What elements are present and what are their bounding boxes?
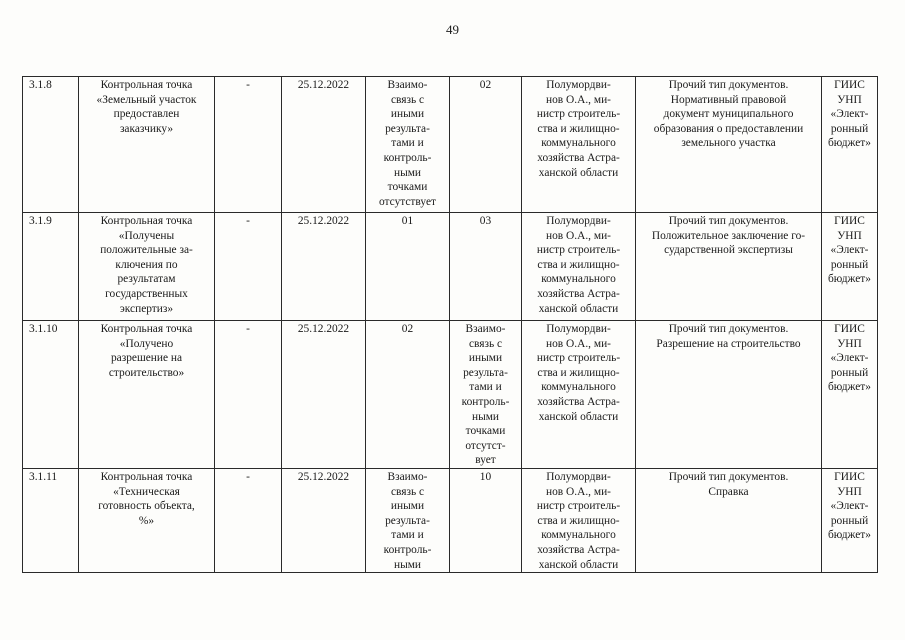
row-number: 3.1.9	[23, 213, 79, 321]
row-number: 3.1.11	[23, 469, 79, 573]
successor: 10	[450, 469, 522, 573]
information-system: ГИИС УНП «Элект- ронный бюджет»	[822, 213, 878, 321]
information-system: ГИИС УНП «Элект- ронный бюджет»	[822, 77, 878, 213]
start-date: -	[215, 321, 282, 469]
successor: 02	[450, 77, 522, 213]
end-date: 25.12.2022	[282, 321, 366, 469]
start-date: -	[215, 469, 282, 573]
information-system: ГИИС УНП «Элект- ронный бюджет»	[822, 321, 878, 469]
information-system: ГИИС УНП «Элект- ронный бюджет»	[822, 469, 878, 573]
control-points-table	[22, 76, 878, 573]
control-point-name: Контрольная точка «Техническая готовность объекта, %»	[79, 469, 215, 573]
page-number: 49	[446, 22, 459, 37]
start-date: -	[215, 77, 282, 213]
control-point-name: Контрольная точка «Получено разрешение на строительство»	[79, 321, 215, 469]
start-date: -	[215, 213, 282, 321]
responsible: Полумордви- нов О.А., ми- нистр строитель- ства и жилищно- коммунального хозяйства Астра- ханской области	[522, 321, 636, 469]
end-date: 25.12.2022	[282, 213, 366, 321]
predecessor: Взаимо- связь с иными результа- тами и контроль- ными	[366, 469, 450, 573]
document-type: Прочий тип документов. Положительное заключение го- сударственной экспертизы	[636, 213, 822, 321]
responsible: Полумордви- нов О.А., ми- нистр строитель- ства и жилищно- коммунального хозяйства Астра- ханской области	[522, 469, 636, 573]
table-row	[23, 213, 878, 321]
document-type: Прочий тип документов. Справка	[636, 469, 822, 573]
table-row	[23, 321, 878, 469]
document-type: Прочий тип документов. Разрешение на строительство	[636, 321, 822, 469]
table-row	[23, 77, 878, 213]
document-type: Прочий тип документов. Нормативный правовой документ муниципального образования о предоставлении земельного участка	[636, 77, 822, 213]
table-row	[23, 469, 878, 573]
predecessor: 01	[366, 213, 450, 321]
end-date: 25.12.2022	[282, 77, 366, 213]
end-date: 25.12.2022	[282, 469, 366, 573]
successor: Взаимо- связь с иными результа- тами и контроль- ными точками отсутст- вует	[450, 321, 522, 469]
responsible: Полумордви- нов О.А., ми- нистр строитель- ства и жилищно- коммунального хозяйства Астра- ханской области	[522, 213, 636, 321]
row-number: 3.1.8	[23, 77, 79, 213]
responsible: Полумордви- нов О.А., ми- нистр строитель- ства и жилищно- коммунального хозяйства Астра- ханской области	[522, 77, 636, 213]
successor: 03	[450, 213, 522, 321]
predecessor: 02	[366, 321, 450, 469]
row-number: 3.1.10	[23, 321, 79, 469]
control-point-name: Контрольная точка «Получены положительные за- ключения по результатам государственных экспертиз»	[79, 213, 215, 321]
predecessor: Взаимо- связь с иными результа- тами и контроль- ными точками отсутствует	[366, 77, 450, 213]
control-point-name: Контрольная точка «Земельный участок предоставлен заказчику»	[79, 77, 215, 213]
